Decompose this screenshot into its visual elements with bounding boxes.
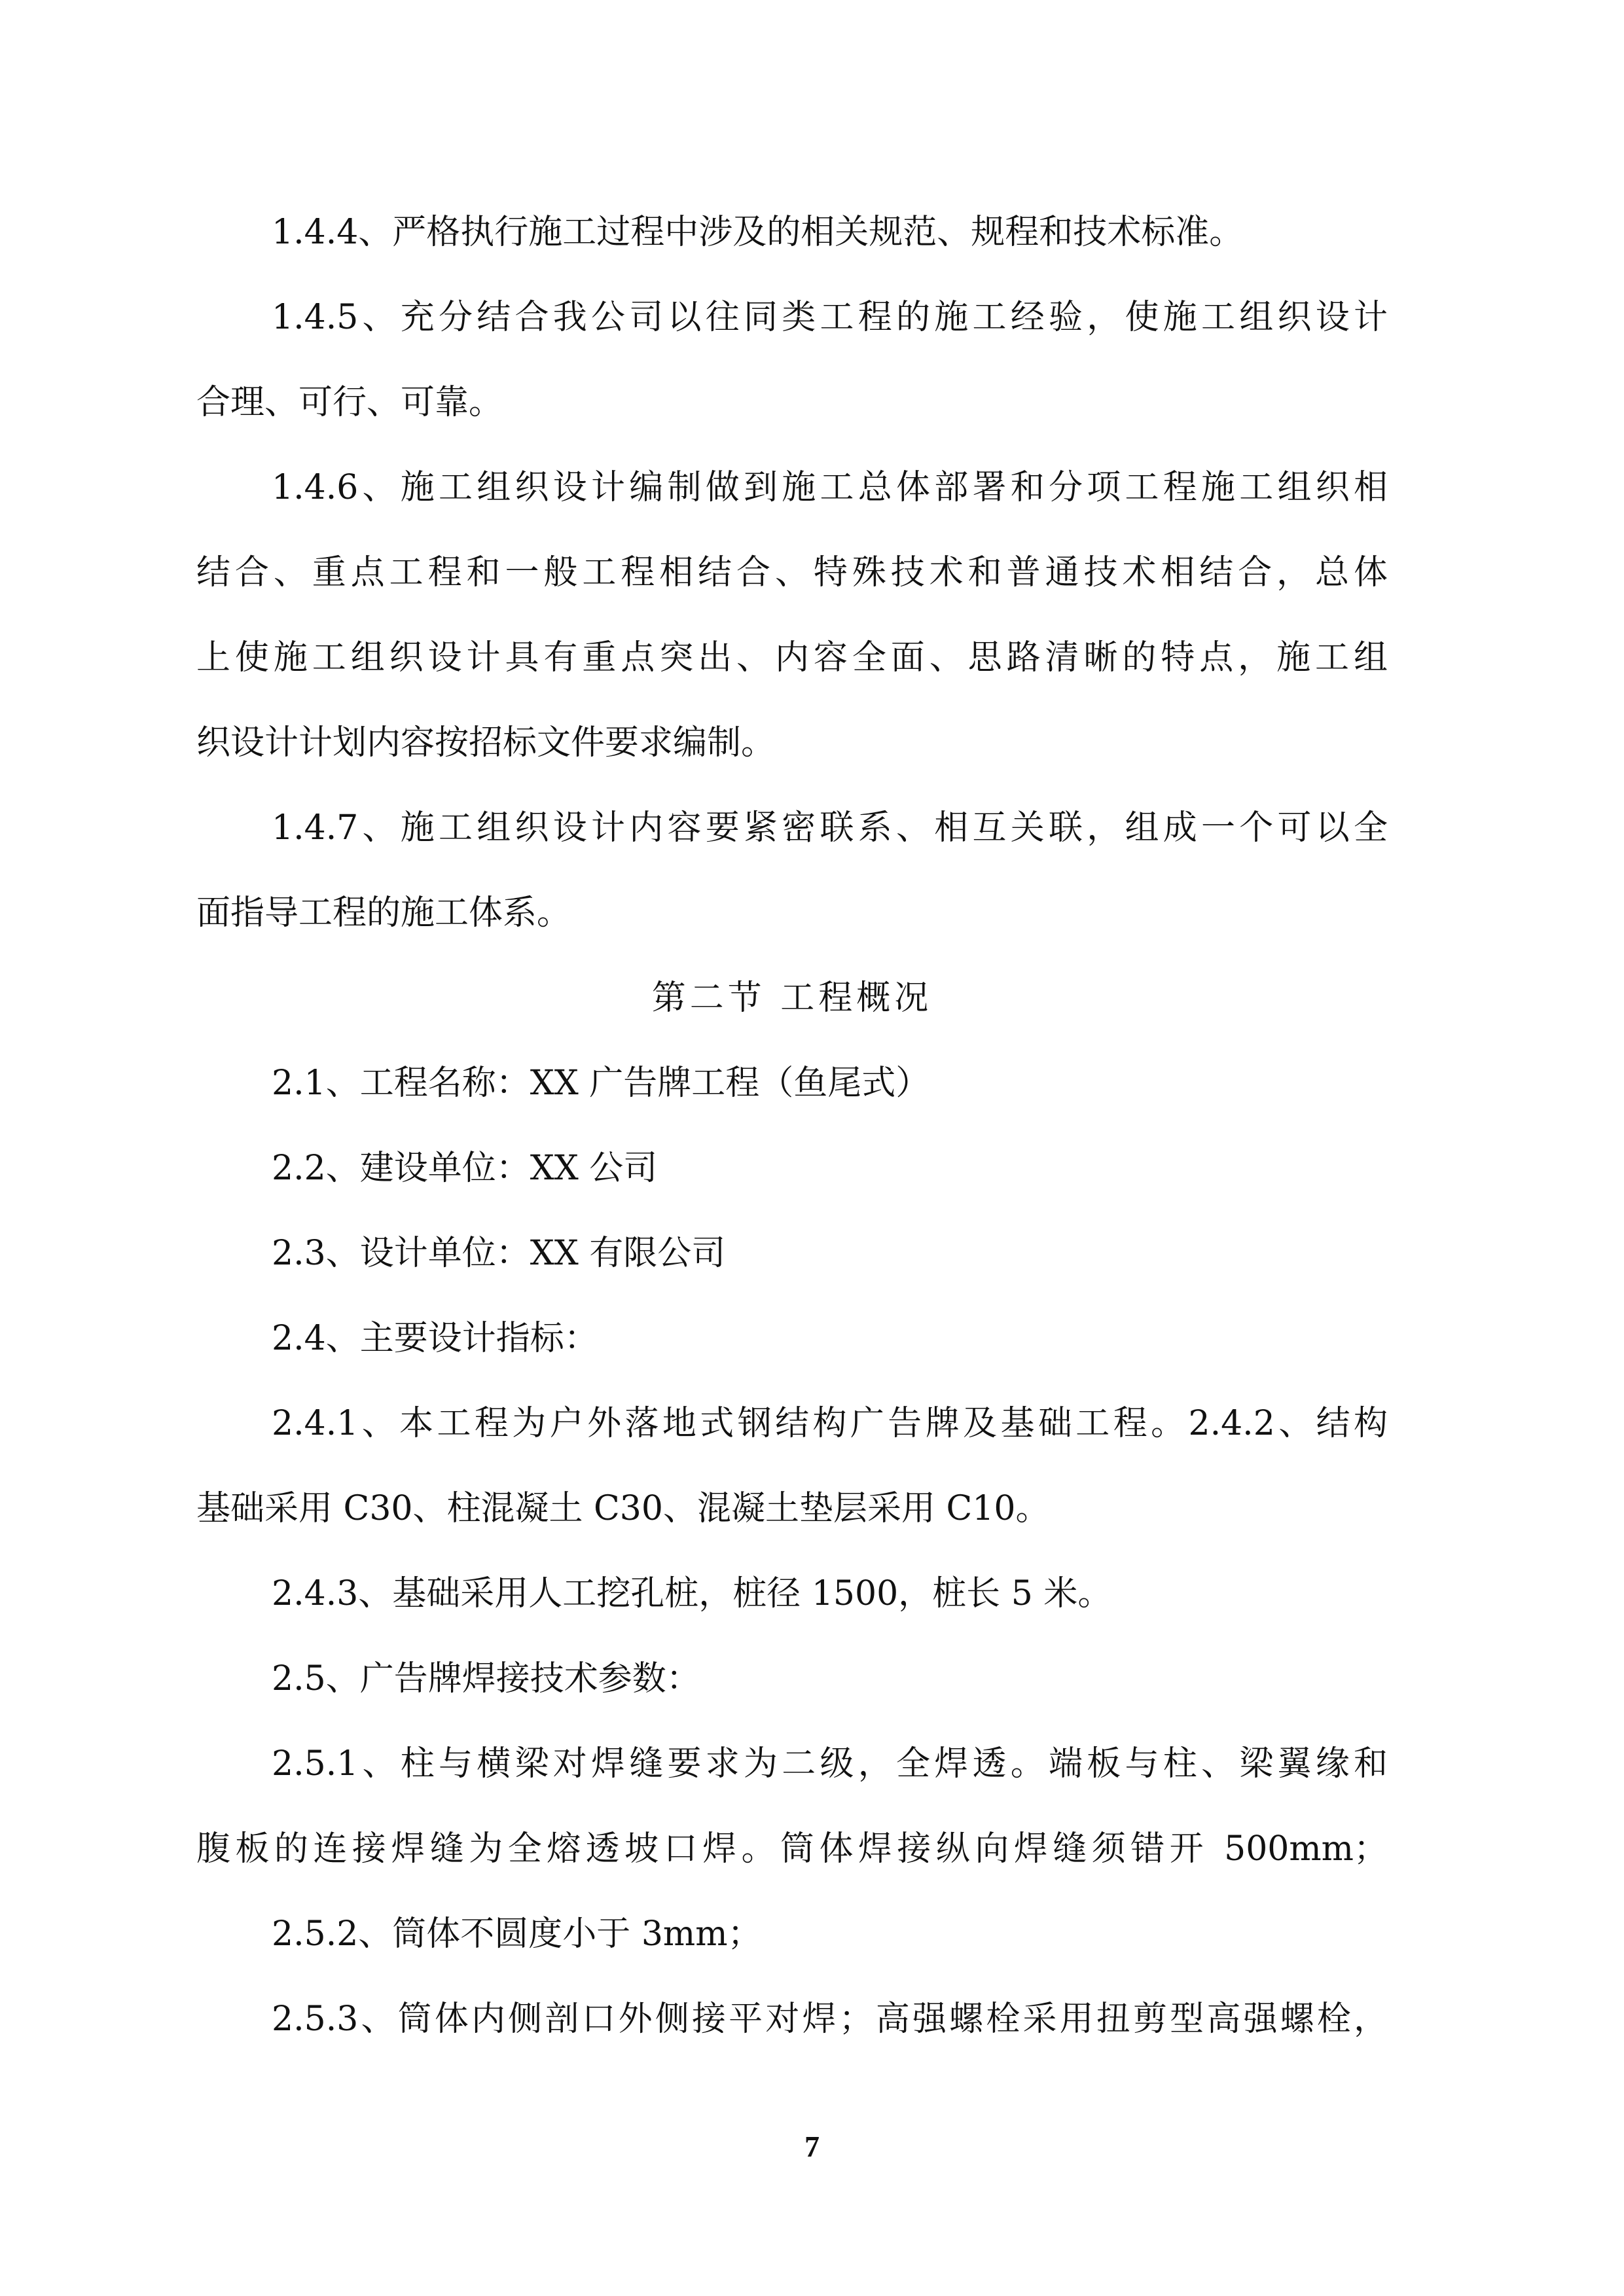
- text-line: 合理、可行、可靠。: [196, 383, 503, 422]
- text-line: 2.5.3、筒体内侧剖口外侧接平对焊；高强螺栓采用扭剪型高强螺栓，: [272, 2000, 1388, 2039]
- text-line: 2.5.2、筒体不圆度小于 3mm；: [272, 1914, 762, 1954]
- text-line: 1.4.6、施工组织设计编制做到施工总体部署和分项工程施工组织相: [272, 468, 1388, 507]
- text-line: 2.1、工程名称：XX 广告牌工程（鱼尾式）: [272, 1064, 930, 1103]
- text-line: 1.4.4、严格执行施工过程中涉及的相关规范、规程和技术标准。: [272, 213, 1244, 252]
- section-heading: 第二节 工程概况: [651, 978, 933, 1018]
- text-line: 2.2、建设单位：XX 公司: [272, 1149, 658, 1188]
- text-line: 1.4.5、充分结合我公司以往同类工程的施工经验，使施工组织设计: [272, 298, 1388, 337]
- text-line: 织设计计划内容按招标文件要求编制。: [196, 723, 776, 762]
- page-number: 7: [804, 2130, 820, 2163]
- text-line: 2.4.3、基础采用人工挖孔桩，桩径 1500，桩长 5 米。: [272, 1574, 1112, 1613]
- text-line: 2.3、设计单位：XX 有限公司: [272, 1234, 726, 1273]
- text-line: 2.5、广告牌焊接技术参数：: [272, 1659, 700, 1698]
- text-line: 基础采用 C30、柱混凝土 C30、混凝土垫层采用 C10。: [196, 1489, 1050, 1528]
- text-line: 2.5.1、柱与横梁对焊缝要求为二级，全焊透。端板与柱、梁翼缘和: [272, 1744, 1388, 1784]
- text-line: 结合、重点工程和一般工程相结合、特殊技术和普通技术相结合，总体: [196, 553, 1388, 592]
- text-line: 1.4.7、施工组织设计内容要紧密联系、相互关联，组成一个可以全: [272, 808, 1388, 848]
- text-line: 2.4、主要设计指标：: [272, 1319, 598, 1358]
- text-line: 腹板的连接焊缝为全熔透坡口焊。筒体焊接纵向焊缝须错开 500mm；: [196, 1829, 1388, 1869]
- text-line: 2.4.1、本工程为户外落地式钢结构广告牌及基础工程。2.4.2、结构: [272, 1404, 1388, 1443]
- text-line: 面指导工程的施工体系。: [196, 893, 571, 933]
- text-line: 上使施工组织设计具有重点突出、内容全面、思路清晰的特点，施工组: [196, 638, 1388, 677]
